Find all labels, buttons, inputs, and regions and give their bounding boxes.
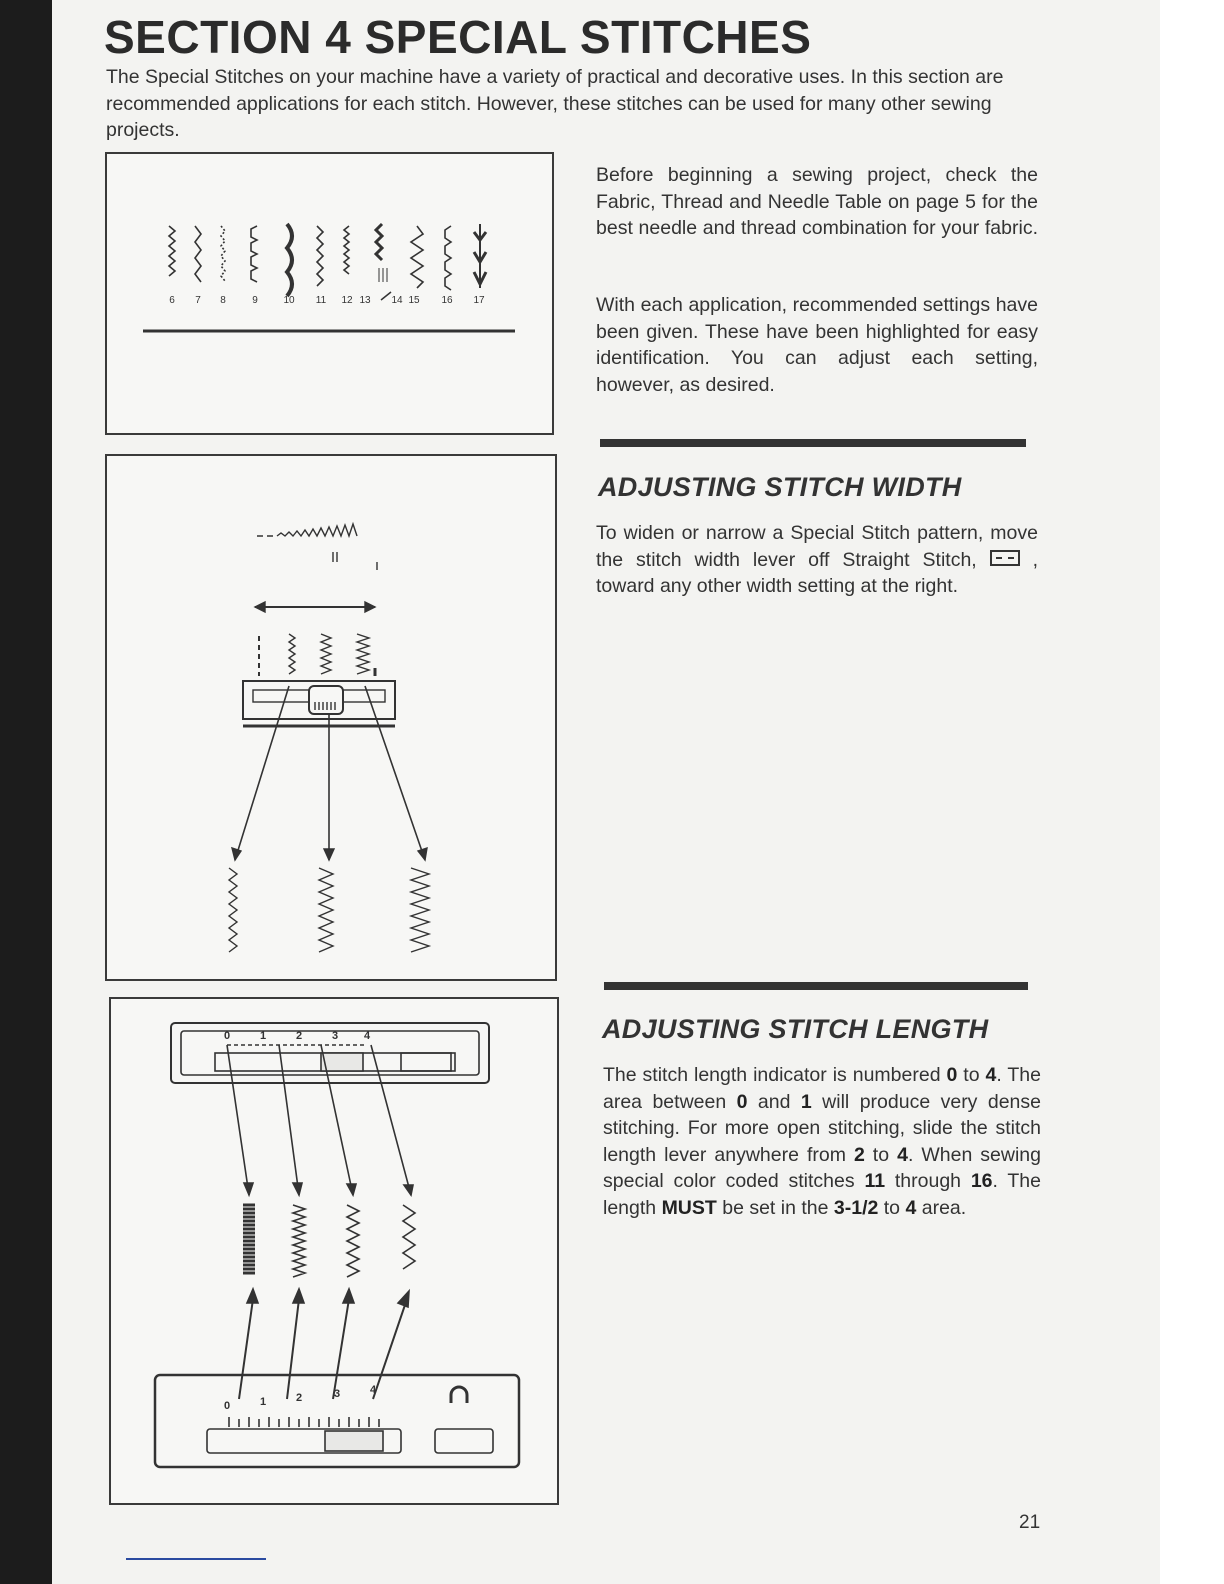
bold-text: 4 bbox=[985, 1064, 997, 1086]
stitch-number: 9 bbox=[252, 295, 258, 306]
bold-text: 1 bbox=[800, 1090, 812, 1113]
stitch-number: 13 bbox=[359, 295, 371, 306]
bold-text: MUST bbox=[661, 1196, 717, 1219]
intro-paragraph: The Special Stitches on your machine have a variety of practical and decorative uses. In this section are recommended applications for each stitch. However, these stitches can be used for many other sewing projects. bbox=[106, 66, 1004, 141]
top-scale-label: 3 bbox=[331, 1030, 339, 1042]
text: . The length bbox=[603, 1170, 1041, 1219]
bottom-scale-label: 0 bbox=[223, 1400, 231, 1412]
section-divider bbox=[600, 439, 1026, 447]
bold-text: 16 bbox=[970, 1170, 993, 1192]
stitch-width-illustration bbox=[107, 456, 555, 979]
text: . The area between bbox=[603, 1064, 1041, 1113]
bold-text: 0 bbox=[736, 1090, 748, 1113]
bold-text: 3-1/2 bbox=[833, 1196, 879, 1219]
stitch-number: 14 bbox=[391, 295, 403, 306]
section-divider bbox=[604, 982, 1028, 990]
scan-edge bbox=[0, 0, 52, 1584]
bottom-scale-label: 1 bbox=[259, 1396, 267, 1408]
stitch-number: 15 bbox=[408, 295, 420, 306]
stitch-width-heading: ADJUSTING STITCH WIDTH bbox=[598, 472, 962, 502]
bold-text: 2 bbox=[853, 1143, 865, 1166]
page-title: SECTION 4 SPECIAL STITCHES bbox=[104, 11, 812, 63]
stitch-number: 17 bbox=[473, 295, 485, 306]
text: area. bbox=[916, 1196, 967, 1219]
bold-text: 0 bbox=[946, 1064, 958, 1086]
bold-text: 11 bbox=[864, 1170, 886, 1192]
bottom-scale-label: 4 bbox=[369, 1384, 377, 1396]
stitch-patterns-illustration bbox=[107, 154, 552, 433]
text: to bbox=[957, 1064, 986, 1086]
straight-stitch-icon bbox=[990, 550, 1020, 566]
page-number: 21 bbox=[1019, 1512, 1041, 1533]
stitch-number: 11 bbox=[315, 295, 327, 306]
stitch-length-paragraph bbox=[603, 1062, 1041, 1221]
top-scale-label: 1 bbox=[259, 1030, 267, 1042]
top-scale-label: 0 bbox=[223, 1030, 231, 1042]
stitch-length-figure bbox=[109, 997, 559, 1505]
stitch-patterns-figure bbox=[105, 152, 554, 435]
stitch-number: 12 bbox=[341, 295, 353, 306]
stitch-width-text-end: , toward any other width setting at the right. bbox=[596, 548, 1038, 597]
text: be set in the bbox=[716, 1196, 834, 1219]
stitch-width-text: To widen or narrow a Special Stitch pattern, move the stitch width lever off Straight Stitch, bbox=[596, 522, 1038, 571]
bottom-scale-label: 3 bbox=[333, 1388, 341, 1400]
bold-text: 4 bbox=[905, 1196, 917, 1219]
stitch-number: 16 bbox=[441, 295, 453, 306]
text: will produce very dense stitching. For more open stitching, slide the stitch length lever anywhere from bbox=[603, 1090, 1041, 1166]
stitch-width-paragraph bbox=[596, 520, 1038, 600]
stitch-length-illustration bbox=[111, 999, 557, 1503]
stitch-number: 10 bbox=[283, 295, 295, 306]
text: to bbox=[864, 1143, 898, 1166]
stitch-number: 7 bbox=[195, 295, 201, 306]
text: The stitch length indicator is numbered bbox=[603, 1064, 947, 1086]
before-beginning-paragraph: Before beginning a sewing project, check the Fabric, Thread and Needle Table on page 5 for the best needle and thread combination for your fabric. bbox=[596, 164, 1038, 239]
stitch-length-heading: ADJUSTING STITCH LENGTH bbox=[602, 1014, 989, 1044]
text: through bbox=[885, 1170, 971, 1192]
text: to bbox=[878, 1196, 906, 1219]
text: . When sewing special color coded stitches bbox=[603, 1143, 1041, 1192]
recommended-settings-paragraph: With each application, recommended settings have been given. These have been highlighted for easy identification. You can adjust each setting, however, as desired. bbox=[596, 294, 1038, 396]
stitch-number: 6 bbox=[169, 295, 175, 306]
right-margin bbox=[1160, 0, 1224, 1584]
bold-text: 4 bbox=[897, 1143, 908, 1166]
scan-artifact-line bbox=[126, 1558, 266, 1560]
text: and bbox=[747, 1090, 801, 1113]
stitch-number: 8 bbox=[220, 295, 226, 306]
stitch-width-figure bbox=[105, 454, 557, 981]
top-scale-label: 4 bbox=[363, 1030, 371, 1042]
top-scale-label: 2 bbox=[295, 1030, 303, 1042]
bottom-scale-label: 2 bbox=[295, 1392, 303, 1404]
